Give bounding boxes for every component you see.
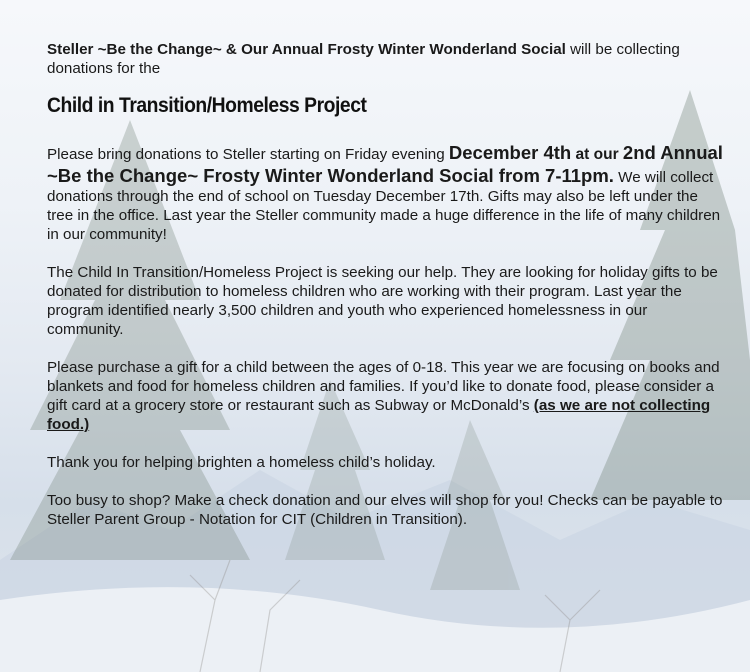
intro-paragraph	[47, 40, 727, 78]
intro-rest-text: will be collecting donations for the	[47, 41, 680, 77]
event-date: December 4th	[448, 142, 572, 163]
flyer-content	[47, 40, 727, 548]
para1-at: at our	[571, 146, 623, 163]
thank-you-paragraph: Thank you for helping brighten a homeless child’s holiday.	[47, 454, 436, 471]
program-info-paragraph: The Child In Transition/Homeless Project is seeking our help. They are looking for holiday gifts to be donated for distribution to homeless children who are working with their program. Last year the program identified nearly 3,500 children and youth who experienced homelessness in our community.	[47, 264, 718, 338]
check-donation-paragraph: Too busy to shop? Make a check donation and our elves will shop for you! Checks can be payable to Steller Parent Group - Notation for CIT (Children in Transition).	[47, 492, 723, 528]
event-name: 2nd Annual ~Be the Change~ Frosty Winter Wonderland Social from 7-11pm.	[47, 142, 723, 186]
food-note: (as we are not collecting food.)	[47, 397, 711, 433]
para3-text: Please purchase a gift for a child between the ages of 0-18. This year we are focusing on books and blankets and food for homeless children and families. If you’d like to donate food, please consider a gift card at a grocery store or restaurant such as Subway or McDonald’s	[47, 359, 720, 414]
gift-guidelines-paragraph	[47, 358, 727, 434]
donation-dates-paragraph	[47, 141, 727, 244]
intro-bold-text: Steller ~Be the Change~ & Our Annual Frosty Winter Wonderland Social	[47, 41, 566, 58]
page-title: Child in Transition/Homeless Project	[47, 94, 367, 117]
para1-lead: Please bring donations to Steller starting on Friday evening	[47, 146, 449, 163]
para1-rest: We will collect donations through the end of school on Tuesday December 17th. Gifts may also be left under the tree in the office. Last year the Steller community made a huge difference in the life of many children in our community!	[47, 169, 721, 243]
